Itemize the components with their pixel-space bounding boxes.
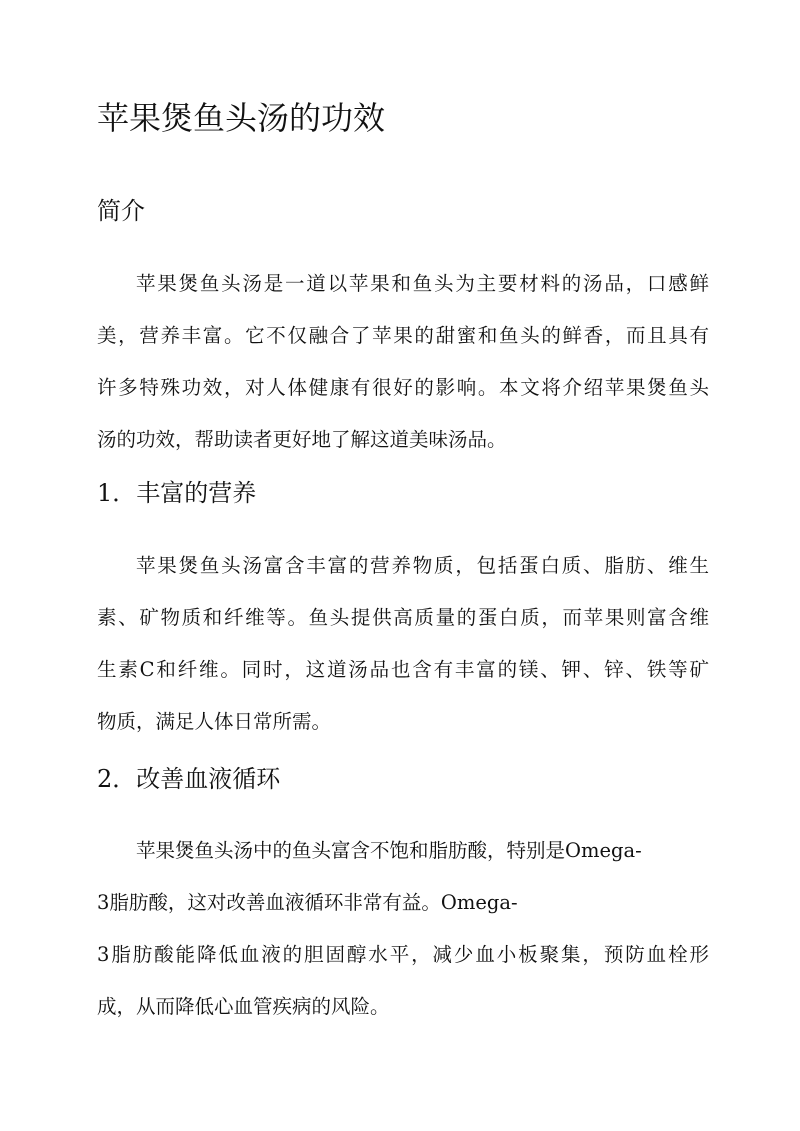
paragraph-line: 3脂肪酸，这对改善血液循环非常有益。Omega-: [97, 891, 518, 914]
paragraph-line: 素、矿物质和纤维等。鱼头提供高质量的蛋白质，而苹果则富含维: [97, 606, 709, 629]
paragraph-nutrition: [97, 540, 709, 748]
paragraph-line: 3脂肪酸能降低血液的胆固醇水平，减少血小板聚集，预防血栓形: [97, 943, 709, 966]
paragraph-line: 苹果煲鱼头汤中的鱼头富含不饱和脂肪酸，特别是Omega-: [136, 839, 642, 862]
section-heading-circulation: 2．改善血液循环: [97, 765, 281, 793]
page-title: 苹果煲鱼头汤的功效: [97, 99, 386, 137]
paragraph-line: 苹果煲鱼头汤富含丰富的营养物质，包括蛋白质、脂肪、维生: [136, 554, 709, 577]
section-heading-nutrition: 1．丰富的营养: [97, 479, 257, 507]
paragraph-intro: [97, 258, 709, 466]
paragraph-line: 成，从而降低心血管疾病的风险。: [97, 995, 390, 1018]
paragraph-line: 汤的功效，帮助读者更好地了解这道美味汤品。: [97, 428, 507, 451]
paragraph-line: 物质，满足人体日常所需。: [97, 710, 332, 733]
section-heading-intro: 简介: [97, 197, 145, 225]
paragraph-line: 许多特殊功效，对人体健康有很好的影响。本文将介绍苹果煲鱼头: [97, 376, 709, 399]
paragraph-circulation: [97, 825, 709, 1033]
paragraph-line: 生素C和纤维。同时，这道汤品也含有丰富的镁、钾、锌、铁等矿: [97, 658, 709, 681]
paragraph-line: 美，营养丰富。它不仅融合了苹果的甜蜜和鱼头的鲜香，而且具有: [97, 324, 709, 347]
paragraph-line: 苹果煲鱼头汤是一道以苹果和鱼头为主要材料的汤品，口感鲜: [136, 272, 709, 295]
